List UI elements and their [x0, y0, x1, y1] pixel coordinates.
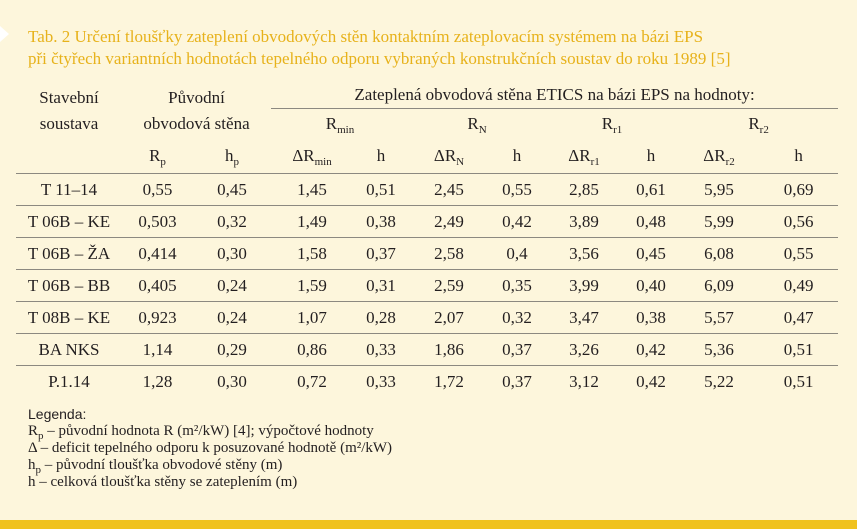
cell: 3,47: [545, 302, 623, 334]
cell: 1,86: [409, 334, 489, 366]
col-h-n: h: [489, 139, 545, 174]
group-r-n: $R_N$: [467, 114, 487, 136]
cell: 3,89: [545, 206, 623, 238]
cell-system: T 11–14: [40, 179, 98, 199]
cell: 0,4: [489, 238, 545, 270]
cell-system: T 06B – BB: [16, 270, 122, 302]
cell: 0,503: [122, 206, 193, 238]
cell: 2,07: [409, 302, 489, 334]
cell: 6,09: [679, 270, 759, 302]
cell: 0,32: [489, 302, 545, 334]
caption-marker: [0, 26, 9, 42]
cell: 1,28: [122, 366, 193, 398]
cell: 0,72: [271, 366, 353, 398]
cell: 1,49: [271, 206, 353, 238]
group-r-r1: $R_{r1}$: [601, 114, 623, 136]
col-h-min: h: [353, 139, 409, 174]
cell: 0,24: [193, 270, 271, 302]
cell: 0,42: [623, 334, 679, 366]
col-hp: $h_p$: [193, 139, 271, 174]
cell: 0,56: [759, 206, 838, 238]
cell: 3,56: [545, 238, 623, 270]
header-insulated-wall: Zateplená obvodová stěna ETICS na bázi EPS na hodnoty:: [271, 82, 838, 109]
cell: 5,99: [679, 206, 759, 238]
header-system-line-1: Stavební: [39, 87, 99, 107]
cell-system: P.1.14: [16, 366, 122, 398]
cell: 5,22: [679, 366, 759, 398]
cell: 0,405: [122, 270, 193, 302]
table-row: [16, 206, 838, 238]
cell: 6,08: [679, 238, 759, 270]
cell: 0,37: [489, 334, 545, 366]
legend: [28, 406, 828, 491]
cell: 0,69: [783, 179, 814, 199]
cell: 0,28: [353, 302, 409, 334]
cell: 2,59: [409, 270, 489, 302]
bottom-accent-bar: [0, 520, 857, 529]
cell: 3,26: [545, 334, 623, 366]
cell: 2,49: [409, 206, 489, 238]
cell: 1,07: [271, 302, 353, 334]
cell: 0,48: [623, 206, 679, 238]
cell: 0,51: [759, 334, 838, 366]
cell: 5,95: [704, 179, 734, 199]
cell: 0,86: [271, 334, 353, 366]
header-original-line-2: obvodová stěna: [143, 113, 250, 133]
table-row: [16, 334, 838, 366]
group-r-r2: $R_{r2}$: [748, 114, 769, 136]
legend-line-delta: Δ – deficit tepelného odporu k posuzované hodnotě (m²/kW): [28, 440, 393, 456]
cell-system: T 06B – ŽA: [16, 238, 122, 270]
cell: 0,24: [193, 302, 271, 334]
header-empty: [16, 139, 122, 174]
cell-system: BA NKS: [16, 334, 122, 366]
cell: 0,55: [759, 238, 838, 270]
cell: 0,40: [623, 270, 679, 302]
header-original-wall: [122, 82, 271, 139]
table-row: [16, 238, 838, 270]
cell: 0,38: [353, 206, 409, 238]
legend-line-h: h – celková tloušťka stěny se zateplením (m): [28, 474, 298, 490]
cell: 1,45: [297, 179, 327, 199]
cell: 0,33: [353, 366, 409, 398]
cell: 1,59: [271, 270, 353, 302]
cell: 0,30: [193, 366, 271, 398]
table-body: [16, 174, 838, 398]
table-row: [16, 302, 838, 334]
cell: 0,37: [353, 238, 409, 270]
cell: 0,47: [759, 302, 838, 334]
cell: 1,14: [122, 334, 193, 366]
header-system: [16, 82, 122, 139]
cell: 0,61: [636, 179, 666, 199]
legend-line-rp: $R_p$ – původní hodnota R (m²/kW) [4]; výpočtové hodnoty: [28, 423, 374, 442]
cell: 0,49: [759, 270, 838, 302]
caption-line-2: při čtyřech variantních hodnotách tepelného odporu vybraných konstrukčních soustav do roku 1989 [5]: [28, 49, 731, 68]
col-dr-min: $\Delta R_{min}$: [271, 139, 353, 174]
cell: 0,55: [502, 179, 532, 199]
header-system-line-2: soustava: [39, 113, 99, 133]
cell: 0,30: [193, 238, 271, 270]
cell-system: T 08B – KE: [16, 302, 122, 334]
cell: 2,45: [434, 179, 464, 199]
cell: 1,58: [271, 238, 353, 270]
cell: 2,85: [569, 179, 599, 199]
col-dr-r2: $\Delta R_{r2}$: [679, 139, 759, 174]
table-caption: [28, 26, 848, 70]
col-rp: $R_p$: [122, 139, 193, 174]
cell: 0,38: [623, 302, 679, 334]
cell: 0,45: [623, 238, 679, 270]
col-dr-r1: $\Delta R_{r1}$: [545, 139, 623, 174]
table-row: [16, 174, 838, 206]
legend-line-hp: $h_p$ – původní tloušťka obvodové stěny (m): [28, 457, 283, 476]
cell: 0,35: [489, 270, 545, 302]
cell: 0,51: [366, 179, 396, 199]
cell: 3,99: [545, 270, 623, 302]
cell: 0,42: [623, 366, 679, 398]
cell: 0,45: [217, 179, 247, 199]
legend-title: Legenda:: [28, 406, 87, 422]
cell: 5,36: [679, 334, 759, 366]
cell: 0,31: [353, 270, 409, 302]
cell: 0,33: [353, 334, 409, 366]
table-row: [16, 270, 838, 302]
table-row: [16, 366, 838, 398]
cell: 2,58: [409, 238, 489, 270]
cell: 0,414: [122, 238, 193, 270]
col-h-r2: h: [759, 139, 838, 174]
cell: 0,37: [489, 366, 545, 398]
cell: 5,57: [679, 302, 759, 334]
group-r-min: $R_{min}$: [325, 114, 355, 136]
cell: 0,55: [142, 179, 173, 199]
col-h-r1: h: [623, 139, 679, 174]
header-original-line-1: Původní: [168, 87, 225, 107]
insulation-table: [16, 82, 838, 397]
cell: 1,72: [409, 366, 489, 398]
cell: 0,29: [193, 334, 271, 366]
cell: 0,32: [193, 206, 271, 238]
caption-line-1: Tab. 2 Určení tloušťky zateplení obvodových stěn kontaktním zateplovacím systémem na bázi EPS: [28, 27, 704, 46]
col-dr-n: $\Delta R_N$: [409, 139, 489, 174]
cell: 3,12: [545, 366, 623, 398]
cell: 0,42: [489, 206, 545, 238]
cell: 0,923: [122, 302, 193, 334]
cell: 0,51: [759, 366, 838, 398]
cell-system: T 06B – KE: [16, 206, 122, 238]
